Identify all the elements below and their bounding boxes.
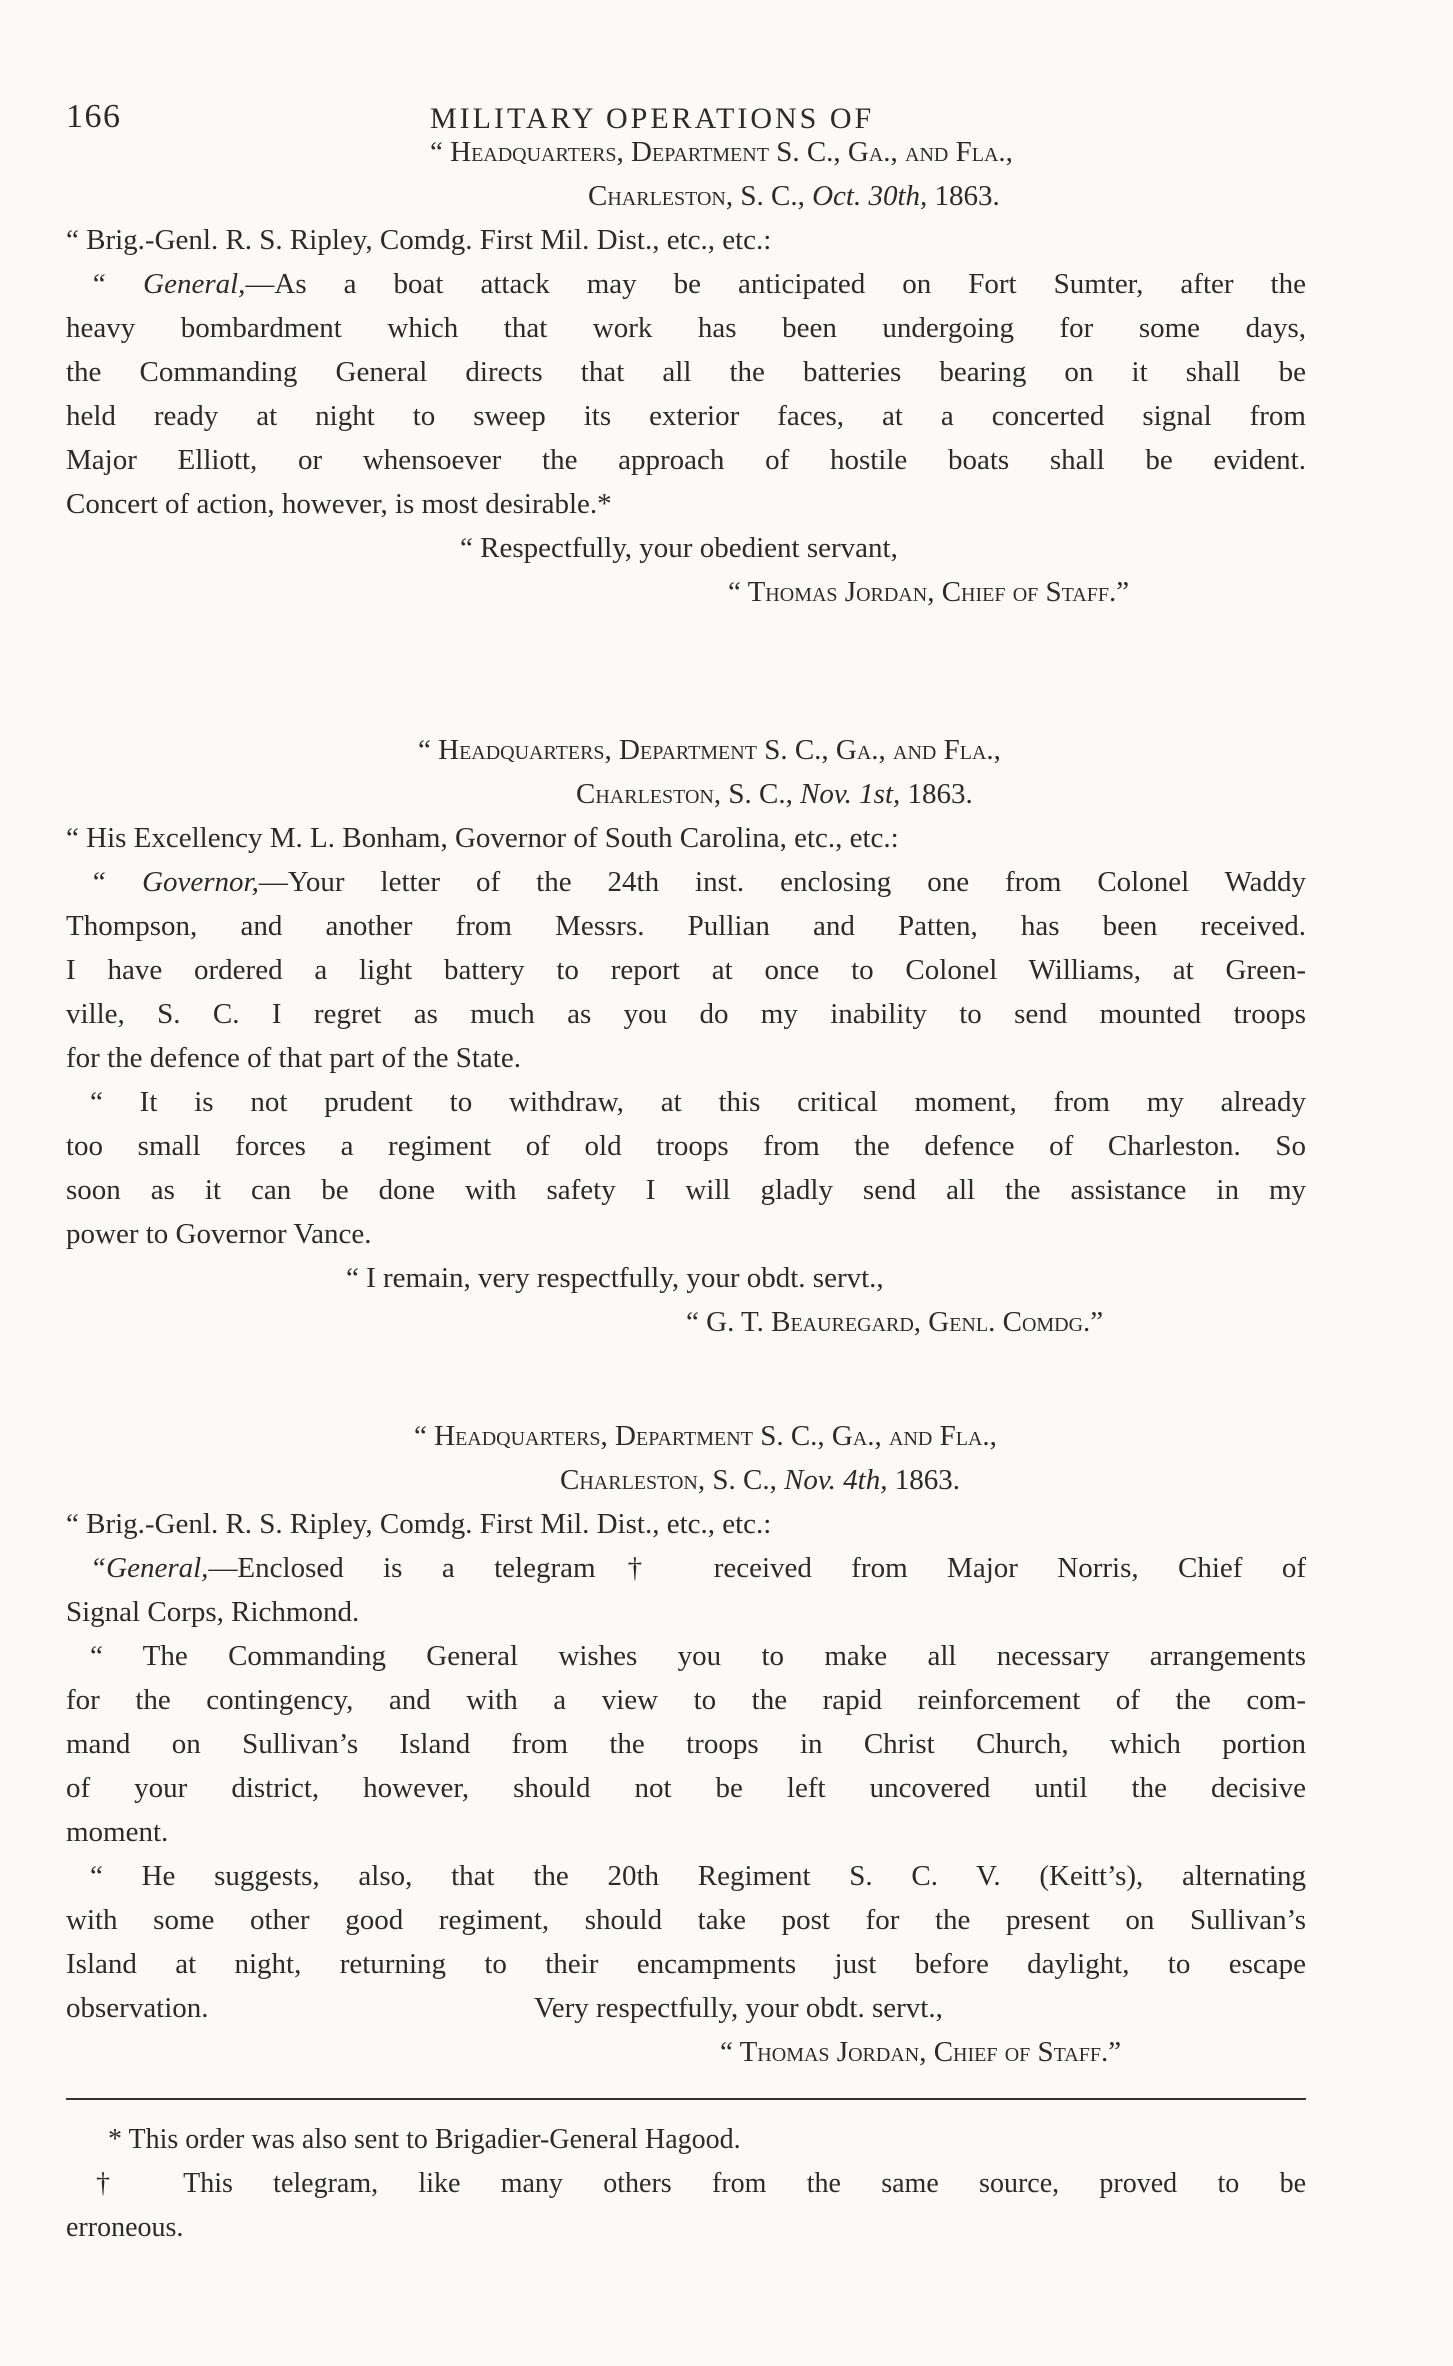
footnote-divider <box>66 2098 1306 2100</box>
letter-1-para-1-line: the Commanding General directs that all the batteries bearing on it shall be <box>66 356 1306 388</box>
running-title: MILITARY OPERATIONS OF <box>430 102 875 135</box>
letter-3-para-1-lead: —Enclosed is a telegram† received from Major Norris, Chief of <box>208 1552 1306 1584</box>
letter-2-hq-line: “ Headquarters, Department S. C., Ga., and Fla., <box>418 734 1001 766</box>
letter-3-para-3-line: Island at night, returning to their encampments just before daylight, to escape <box>66 1948 1306 1980</box>
letter-3-para-3-line: with some other good regiment, should take post for the present on Sullivan’s <box>66 1904 1306 1936</box>
letter-3-closing: Very respectfully, your obdt. servt., <box>534 1992 943 2024</box>
letter-3-date <box>560 1458 960 1502</box>
letter-1-salutation: “ General, <box>90 268 246 300</box>
letter-2-date-italic: Nov. 1st, <box>800 778 901 810</box>
letter-3-year: 1863. <box>887 1464 960 1496</box>
letter-2-para-1-line-1 <box>66 860 1306 904</box>
letter-1-signature: “ Thomas Jordan, Chief of Staff.” <box>728 576 1130 608</box>
footnote-dagger-continued: erroneous. <box>66 2212 184 2243</box>
letter-2-para-1-lead: —Your letter of the 24th inst. enclosing one from Colonel Waddy <box>258 866 1306 898</box>
letter-2-signature: “ G. T. Beauregard, Genl. Comdg.” <box>686 1306 1104 1338</box>
letter-1-para-1-line: Major Elliott, or whensoever the approach of hostile boats shall be evident. <box>66 444 1306 476</box>
letter-1-para-1-line: heavy bombardment which that work has been undergoing for some days, <box>66 312 1306 344</box>
letter-2-para-1-last: for the defence of that part of the State. <box>66 1042 521 1074</box>
letter-1-place: Charleston, S. C., <box>588 180 813 212</box>
letter-3-signature: “ Thomas Jordan, Chief of Staff.” <box>720 2036 1122 2068</box>
letter-2-place: Charleston, S. C., <box>576 778 801 810</box>
letter-2-para-2-last: power to Governor Vance. <box>66 1218 372 1250</box>
letter-3-para-3-lead: “ He suggests, also, that the 20th Regiment S. C. V. (Keitt’s), alternating <box>90 1860 1306 1892</box>
letter-3-para-2-lead: “ The Commanding General wishes you to make all necessary arrangements <box>90 1640 1306 1672</box>
letter-1-date <box>588 174 1000 218</box>
letter-3-salutation: “General, <box>90 1552 209 1584</box>
letter-1-para-1-lead: —As a boat attack may be anticipated on Fort Sumter, after the <box>245 268 1306 300</box>
letter-2-salutation: “ Governor, <box>90 866 259 898</box>
letter-3-para-2-line: mand on Sullivan’s Island from the troops in Christ Church, which portion <box>66 1728 1306 1760</box>
letter-3-para-2-line: of your district, however, should not be left uncovered until the decisive <box>66 1772 1306 1804</box>
letter-3-para-2-last: moment. <box>66 1816 169 1848</box>
letter-1-addressee: “ Brig.-Genl. R. S. Ripley, Comdg. First Mil. Dist., etc., etc.: <box>66 224 772 256</box>
letter-1-closing: “ Respectfully, your obedient servant, <box>460 532 898 564</box>
letter-3-place: Charleston, S. C., <box>560 1464 785 1496</box>
letter-3-para-1-last: Signal Corps, Richmond. <box>66 1596 360 1628</box>
letter-3-para-2-line: for the contingency, and with a view to the rapid reinforcement of the com- <box>66 1684 1306 1716</box>
letter-1-hq-line: “ Headquarters, Department S. C., Ga., and Fla., <box>430 136 1013 168</box>
letter-1-para-1-last: Concert of action, however, is most desirable.* <box>66 488 612 520</box>
letter-2-para-2-line: too small forces a regiment of old troops from the defence of Charleston. So <box>66 1130 1306 1162</box>
letter-1-para-1-line-1 <box>66 262 1306 306</box>
letter-1-para-1-line: held ready at night to sweep its exterior faces, at a concerted signal from <box>66 400 1306 432</box>
letter-1-date-italic: Oct. 30th, <box>812 180 928 212</box>
letter-2-date <box>576 772 973 816</box>
letter-3-addressee: “ Brig.-Genl. R. S. Ripley, Comdg. First Mil. Dist., etc., etc.: <box>66 1508 772 1540</box>
page-number: 166 <box>66 98 122 135</box>
letter-3-para-3-last: observation. <box>66 1992 209 2024</box>
letter-3-para-1-line-1 <box>66 1546 1306 1590</box>
letter-3-hq-line: “ Headquarters, Department S. C., Ga., and Fla., <box>414 1420 997 1452</box>
letter-2-para-2-lead: “ It is not prudent to withdraw, at this critical moment, from my already <box>90 1086 1306 1118</box>
letter-2-para-1-line: I have ordered a light battery to report at once to Colonel Williams, at Green- <box>66 954 1306 986</box>
letter-2-addressee: “ His Excellency M. L. Bonham, Governor of South Carolina, etc., etc.: <box>66 822 899 854</box>
letter-2-para-1-line: ville, S. C. I regret as much as you do my inability to send mounted troops <box>66 998 1306 1030</box>
footnote-dagger: † This telegram, like many others from the same source, proved to be <box>96 2168 1306 2199</box>
letter-2-year: 1863. <box>900 778 973 810</box>
letter-3-date-italic: Nov. 4th, <box>784 1464 888 1496</box>
footnote-asterisk: * This order was also sent to Brigadier-General Hagood. <box>108 2124 741 2155</box>
letter-2-para-1-line: Thompson, and another from Messrs. Pullian and Patten, has been received. <box>66 910 1306 942</box>
letter-2-para-2-line: soon as it can be done with safety I will gladly send all the assistance in my <box>66 1174 1306 1206</box>
letter-2-closing: “ I remain, very respectfully, your obdt. servt., <box>346 1262 884 1294</box>
letter-1-year: 1863. <box>927 180 1000 212</box>
